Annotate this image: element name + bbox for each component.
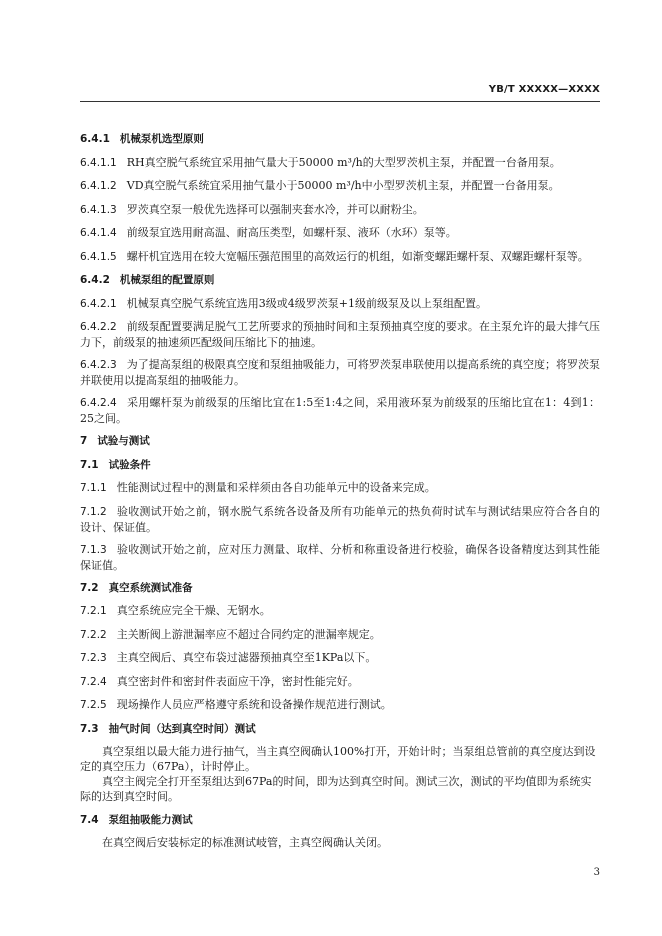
section-title: 试验与测试 <box>97 435 150 447</box>
clause-item <box>80 697 600 713</box>
clause-text: 验收测试开始之前，钢水脱气系统各设备及所有功能单元的热负荷时试车与测试结果应符合各自的设计、保证值。 <box>80 504 600 534</box>
clause-text: 螺杆机宜选用在较大宽幅压强范围里的高效运行的机组，如渐变螺距螺杆泵、双螺距螺杆泵等。 <box>126 249 589 263</box>
clause-number: 7.1.3 <box>80 543 107 556</box>
clause-number: 6.4.2.2 <box>80 321 117 333</box>
body-paragraph: 在真空阀后安装标定的标准测试岐管，主真空阀确认关闭。 <box>102 836 388 849</box>
clause-number: 7.2.2 <box>80 628 107 641</box>
clause-item <box>80 674 600 690</box>
clause-item <box>80 249 600 265</box>
clause-text: 主真空阀后、真空布袋过滤器预抽真空至1KPa以下。 <box>116 651 377 664</box>
clause-number: 6.4.1.4 <box>80 227 117 239</box>
section-heading <box>80 131 600 147</box>
clause-number: 6.4.2.4 <box>80 397 117 409</box>
section-heading <box>80 721 600 737</box>
clause-number: 7.3 <box>80 722 99 735</box>
clause-item <box>80 225 600 241</box>
clause-text: 为了提高泵组的极限真空度和泵组抽吸能力，可将罗茨泵串联使用以提高系统的真空度；将罗茨泵并联使用以提高泵组的抽吸能力。 <box>80 358 600 387</box>
section-title: 抽气时间（达到真空时间）测试 <box>108 722 256 735</box>
body-paragraph: 真空主阀完全打开至泵组达到67Pa的时间，即为达到真空时间。测试三次，测试的平均值即为系统实际的达到真空时间。 <box>80 775 592 803</box>
clause-number: 6.4.2 <box>80 274 110 286</box>
body-paragraph-group <box>80 744 600 804</box>
clause-item <box>80 504 600 535</box>
section-title: 机械泵机选型原则 <box>119 133 204 145</box>
document-body <box>80 131 600 858</box>
section-heading <box>80 272 600 288</box>
clause-item <box>80 603 600 619</box>
section-title: 真空系统测试准备 <box>108 581 193 594</box>
clause-item <box>80 650 600 666</box>
clause-item <box>80 155 600 171</box>
clause-number: 6.4.1.3 <box>80 203 117 216</box>
clause-item <box>80 480 600 496</box>
clause-number: 6.4.1.5 <box>80 250 117 263</box>
clause-number: 7.1.2 <box>80 505 107 518</box>
clause-item <box>80 395 600 426</box>
clause-text: RH真空脱气系统宜采用抽气量大于50000 m³/h的大型罗茨机主泵，并配置一台备用泵。 <box>126 155 561 169</box>
clause-number: 7.2.5 <box>80 699 107 711</box>
clause-number: 7.1.1 <box>80 482 107 494</box>
clause-number: 7.1 <box>80 458 99 471</box>
clause-number: 6.4.2.3 <box>80 359 117 371</box>
section-title: 机械泵组的配置原则 <box>119 274 215 286</box>
clause-item <box>80 178 600 194</box>
clause-item <box>80 202 600 218</box>
clause-text: VD真空脱气系统宜采用抽气量小于50000 m³/h中小型罗茨机主泵，并配置一台备用泵。 <box>126 179 560 192</box>
section-heading <box>80 580 600 596</box>
section-heading <box>80 433 600 449</box>
clause-text: 前级泵宜选用耐高温、耐高压类型，如螺杆泵、液环（水环）泵等。 <box>126 226 457 239</box>
section-heading <box>80 812 600 828</box>
clause-number: 7.4 <box>80 813 99 826</box>
clause-text: 真空系统应完全干燥、无钢水。 <box>116 604 271 617</box>
clause-text: 真空密封件和密封件表面应干净，密封性能完好。 <box>116 674 359 688</box>
section-heading <box>80 457 600 473</box>
clause-text: 机械泵真空脱气系统宜选用3级或4级罗茨泵+1级前级泵及以上泵组配置。 <box>126 296 487 310</box>
clause-item <box>80 542 600 573</box>
clause-item <box>80 357 600 388</box>
body-paragraph: 真空泵组以最大能力进行抽气，当主真空阀确认100%打开，开始计时；当泵组总管前的真空度达到设定的真空压力（67Pa），计时停止。 <box>80 745 596 773</box>
clause-text: 性能测试过程中的测量和采样须由各自功能单元中的设备来完成。 <box>116 481 436 494</box>
clause-number: 7.2.1 <box>80 605 107 617</box>
clause-text: 验收测试开始之前，应对压力测量、取样、分析和称重设备进行校验，确保各设备精度达到其性能保证值。 <box>80 542 600 572</box>
clause-text: 主关断阀上游泄漏率应不超过合同约定的泄漏率规定。 <box>116 627 381 641</box>
clause-number: 7 <box>80 435 88 447</box>
clause-number: 6.4.2.1 <box>80 297 117 310</box>
page-number: 3 <box>593 867 600 878</box>
clause-item <box>80 627 600 643</box>
clause-number: 7.2.3 <box>80 652 107 664</box>
clause-text: 罗茨真空泵一般优先选择可以强制夹套水冷，并可以耐粉尘。 <box>126 202 424 216</box>
clause-item <box>80 296 600 312</box>
document-code: YB/T XXXXX—XXXX <box>488 84 600 95</box>
clause-number: 7.2 <box>80 581 99 594</box>
clause-text: 采用螺杆泵为前级泵的压缩比宜在1:5至1:4之间，采用液环泵为前级泵的压缩比宜在1：4到1：25之间。 <box>80 396 600 425</box>
section-title: 泵组抽吸能力测试 <box>108 813 193 826</box>
clause-number: 6.4.1.2 <box>80 180 117 192</box>
clause-text: 现场操作人员应严格遵守系统和设备操作规范进行测试。 <box>116 698 392 711</box>
header-divider <box>80 101 600 102</box>
clause-item <box>80 319 600 350</box>
clause-number: 6.4.1.1 <box>80 156 117 169</box>
clause-number: 7.2.4 <box>80 675 107 688</box>
clause-number: 6.4.1 <box>80 133 110 145</box>
clause-text: 前级泵配置要满足脱气工艺所要求的预抽时间和主泵预抽真空度的要求。在主泵允许的最大排气压力下，前级泵的抽速须匹配级间压缩比下的抽速。 <box>80 320 600 349</box>
body-paragraph-group <box>80 835 600 850</box>
section-title: 试验条件 <box>108 458 151 471</box>
